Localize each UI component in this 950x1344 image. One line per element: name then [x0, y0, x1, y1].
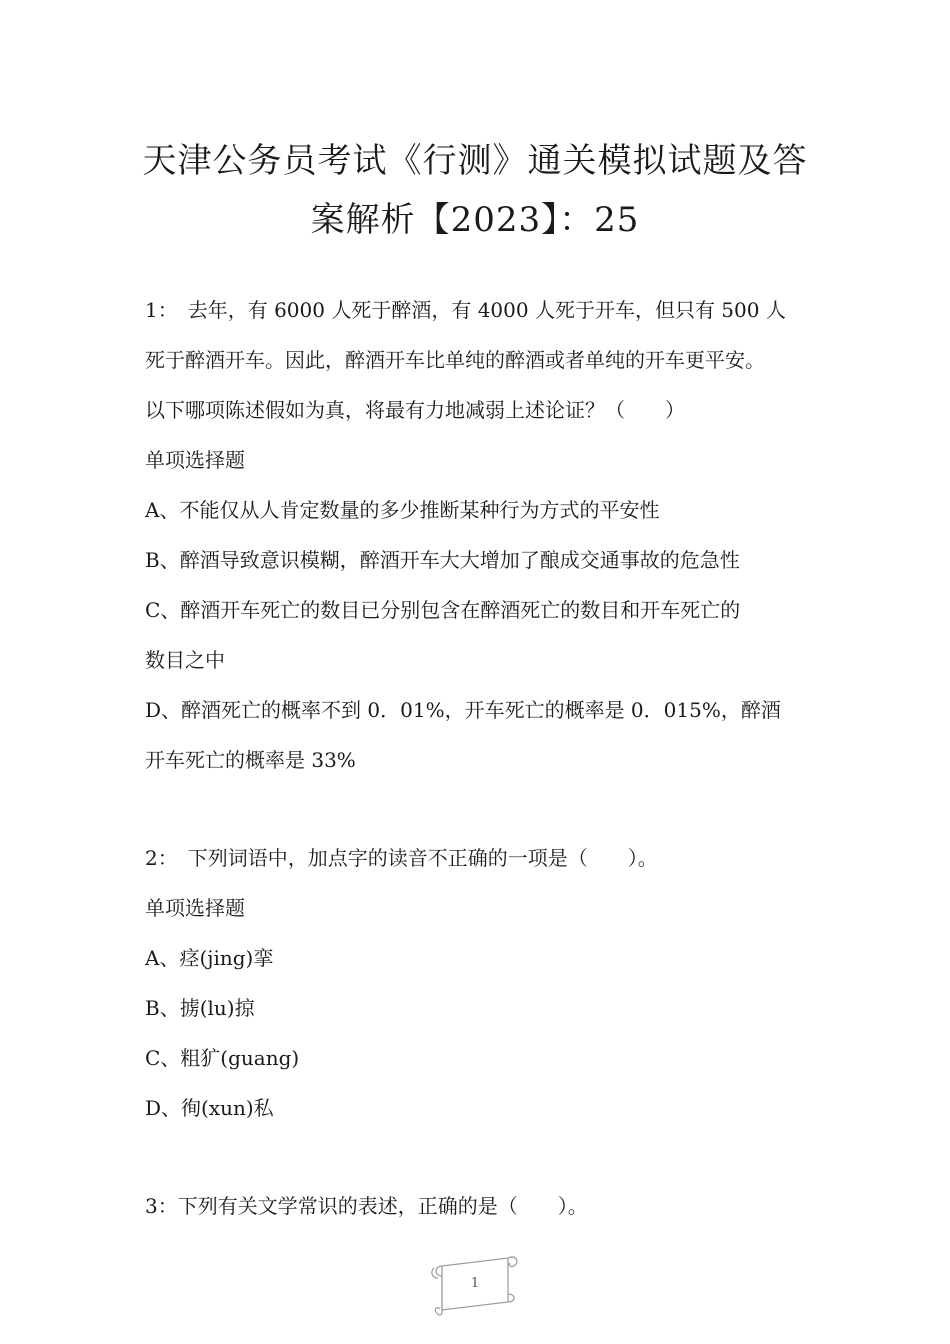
question-1-option-b: B、醉酒导致意识模糊，醉酒开车大大增加了酿成交通事故的危急性: [145, 548, 740, 572]
page-number: 1: [470, 1276, 480, 1291]
question-1-stem-line-2: 死于醉酒开车。因此，醉酒开车比单纯的醉酒或者单纯的开车更平安。: [145, 348, 765, 372]
question-1-option-c-line-1: C、醉酒开车死亡的数目已分别包含在醉酒死亡的数目和开车死亡的: [145, 598, 741, 622]
question-1-stem-line-3: 以下哪项陈述假如为真，将最有力地减弱上述论证？（ ）: [145, 398, 685, 422]
title-line-1: 天津公务员考试《行测》通关模拟试题及答: [142, 141, 808, 181]
question-1-option-d-line-2: 开车死亡的概率是 33%: [145, 748, 356, 772]
question-2-type: 单项选择题: [145, 896, 245, 920]
question-1-option-c-line-2: 数目之中: [145, 648, 225, 672]
question-2-option-d: D、徇(xun)私: [145, 1096, 274, 1120]
page-number-badge: [428, 1252, 522, 1318]
question-1-option-d-line-1: D、醉酒死亡的概率不到 0．01%，开车死亡的概率是 0．015%，醉酒: [145, 698, 781, 722]
question-1-type: 单项选择题: [145, 448, 245, 472]
question-2-stem: 2： 下列词语中，加点字的读音不正确的一项是（ ）。: [145, 846, 658, 870]
question-2-option-c: C、粗犷(guang): [145, 1046, 300, 1070]
question-1-stem-line-1: 1： 去年，有 6000 人死于醉酒，有 4000 人死于开车，但只有 500 人: [145, 298, 786, 322]
title-line-2: 案解析【2023】：25: [310, 200, 640, 240]
question-2-option-b: B、掳(lu)掠: [145, 996, 255, 1020]
question-2-option-a: A、痉(jing)挛: [145, 946, 274, 970]
question-3-stem: 3：下列有关文学常识的表述，正确的是（ ）。: [145, 1194, 588, 1218]
question-1-option-a: A、不能仅从人肯定数量的多少推断某种行为方式的平安性: [145, 498, 660, 522]
page-title: [100, 132, 850, 250]
